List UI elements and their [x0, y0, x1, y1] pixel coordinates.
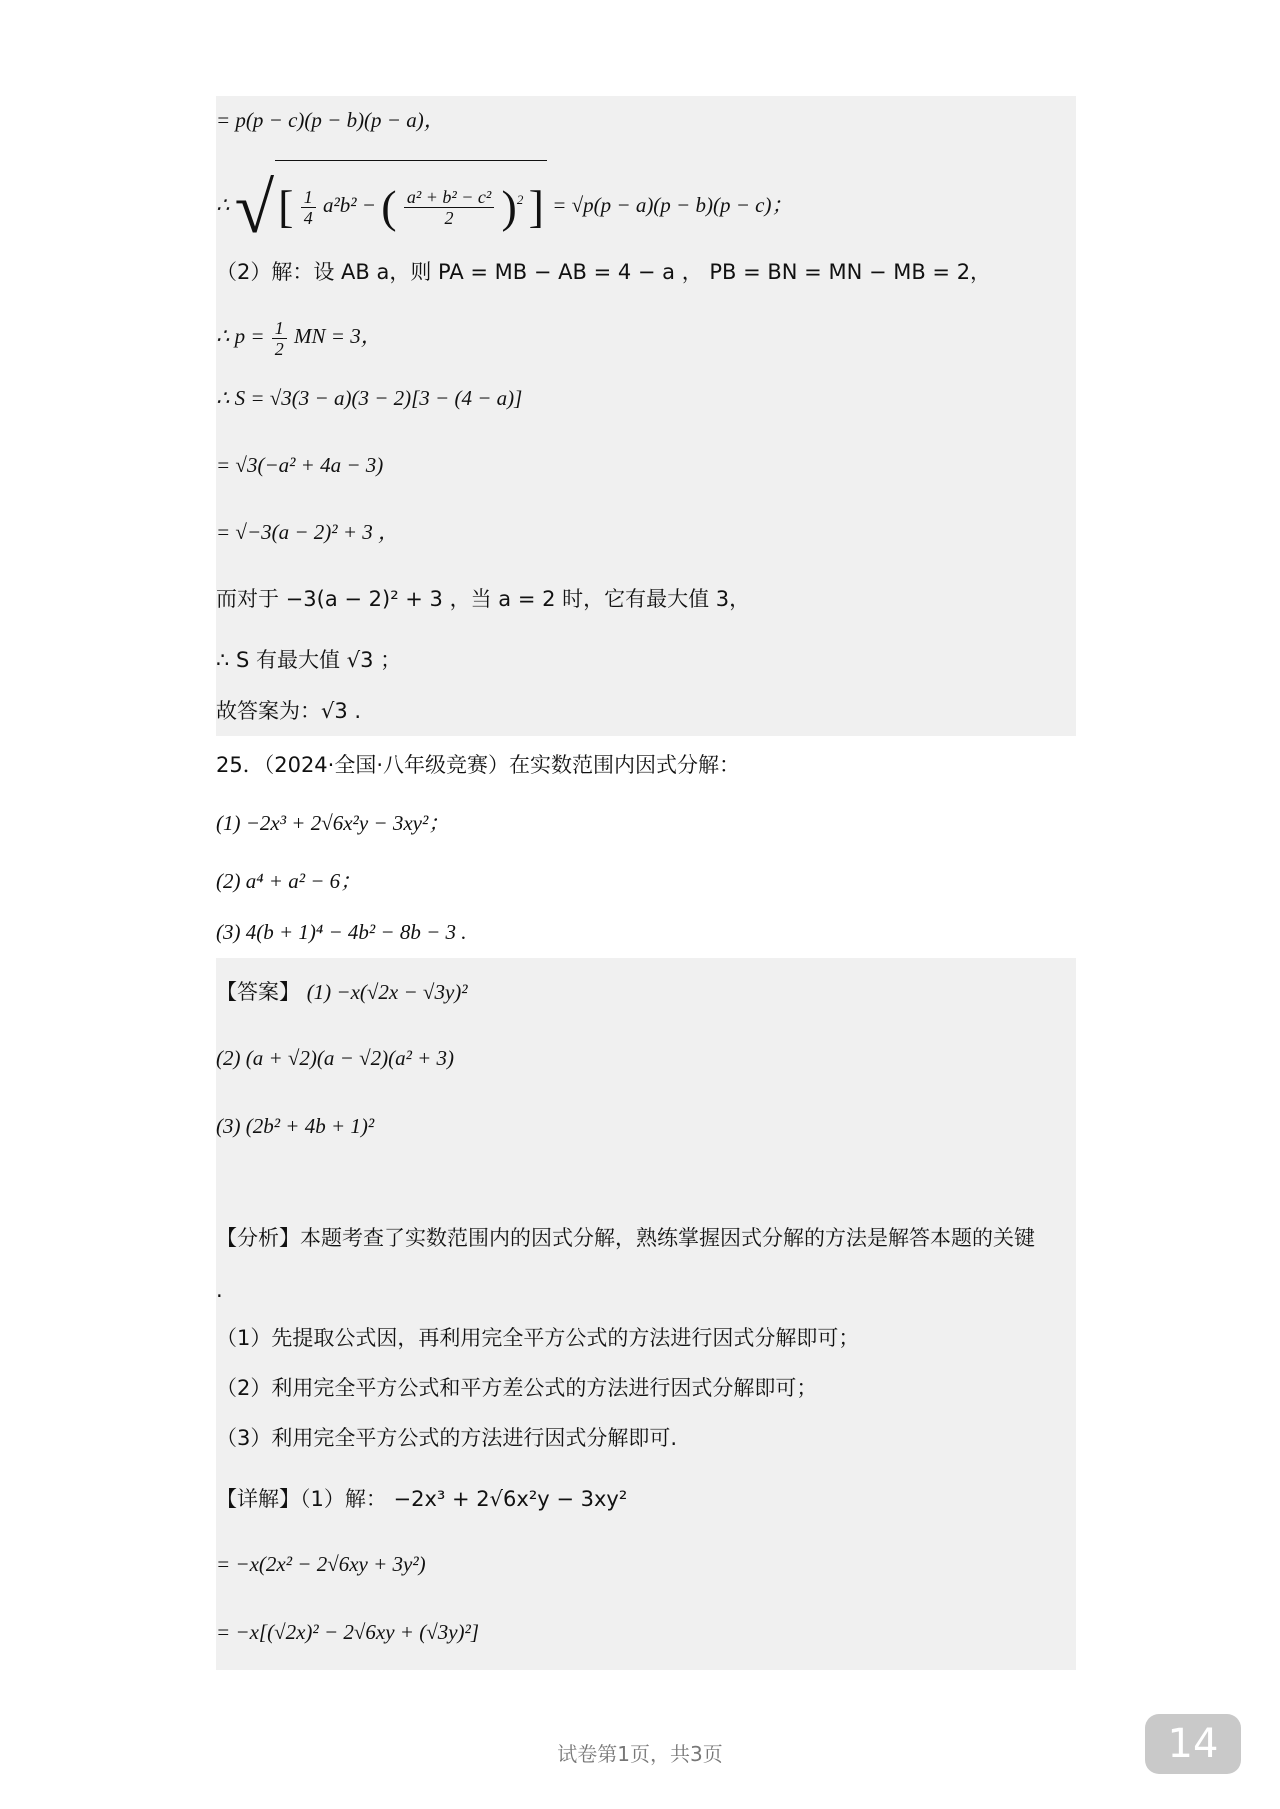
a2b2-term: a²b² −: [322, 193, 376, 217]
answer-2: (2) (a + √2)(a − √2)(a² + 3): [216, 1046, 455, 1070]
square-exponent: 2: [516, 192, 524, 207]
answer-line: 故答案为：√3 .: [216, 699, 362, 723]
analysis-step-2: （2）利用完全平方公式和平方差公式的方法进行因式分解即可；: [216, 1376, 818, 1400]
page-number-badge: 14: [1145, 1714, 1241, 1774]
therefore-symbol: ∴: [216, 193, 230, 217]
analysis-step-1: （1）先提取公式因，再利用完全平方公式的方法进行因式分解即可；: [216, 1326, 860, 1350]
detail-step-2: = −x[(√2x)² − 2√6xy + (√3y)²]: [216, 1620, 480, 1644]
max-value-line: 而对于 −3(a − 2)² + 3 ，当 a = 2 时，它有最大值 3，: [216, 587, 751, 611]
half-fraction: $\frac{1}{2}$: [272, 318, 287, 359]
sqrt-identity-rhs: = √p(p − a)(p − b)(p − c)；: [552, 193, 793, 217]
quarter-fraction: $\frac{1}{4}$: [301, 187, 316, 228]
answer-label: 【答案】: [216, 980, 300, 1004]
question-25-item-3: (3) 4(b + 1)⁴ − 4b² − 8b − 3 .: [216, 920, 467, 944]
right-bracket: ]: [528, 181, 544, 232]
analysis-line: 【分析】本题考查了实数范围内的因式分解，熟练掌握因式分解的方法是解答本题的关键: [216, 1226, 1035, 1250]
s-formula-line-3: = √−3(a − 2)² + 3 ，: [216, 520, 399, 544]
sqrt-identity-line: [216, 160, 793, 248]
detail-line: 【详解】（1）解： −2x³ + 2√6x²y − 3xy²: [216, 1487, 628, 1511]
answer-1: (1) −x(√2x − √3y)²: [306, 980, 468, 1004]
answer-1-line: [216, 978, 468, 1006]
s-formula-line: ∴ S = √3(3 − a)(3 − 2)[3 − (4 − a)]: [216, 386, 523, 410]
question-25-item-1: (1) −2x³ + 2√6x²y − 3xy²；: [216, 811, 450, 835]
s-max-line: ∴ S 有最大值 √3 ；: [216, 648, 402, 672]
answer-3: (3) (2b² + 4b + 1)²: [216, 1114, 375, 1138]
left-paren: (: [381, 181, 397, 232]
question-25-item-2: (2) a⁴ + a² − 6；: [216, 869, 362, 893]
right-paren: ): [501, 181, 517, 232]
part2-intro: （2）解：设 AB a，则 PA = MB − AB = 4 − a ， PB = BN = MN − MB = 2，: [216, 260, 992, 284]
page-footer: 试卷第1页，共3页: [557, 1742, 723, 1766]
p-product-line: = p(p − c)(p − b)(p − a)，: [216, 108, 445, 132]
s-formula-line-2: = √3(−a² + 4a − 3): [216, 453, 384, 477]
p-half-line: ∴ p = $\frac{1}{2}$ MN = 3，: [216, 317, 382, 359]
left-bracket: [: [278, 181, 294, 232]
detail-step-1: = −x(2x² − 2√6xy + 3y²): [216, 1552, 426, 1576]
question-25-title: 25．（2024·全国·八年级竞赛）在实数范围内因式分解：: [216, 753, 741, 777]
radical-icon: √: [234, 168, 275, 248]
analysis-dot: .: [216, 1278, 223, 1302]
inner-fraction: $\frac{\text{a² + b² − c²}}{2}$: [404, 187, 494, 228]
analysis-step-3: （3）利用完全平方公式的方法进行因式分解即可.: [216, 1426, 678, 1450]
